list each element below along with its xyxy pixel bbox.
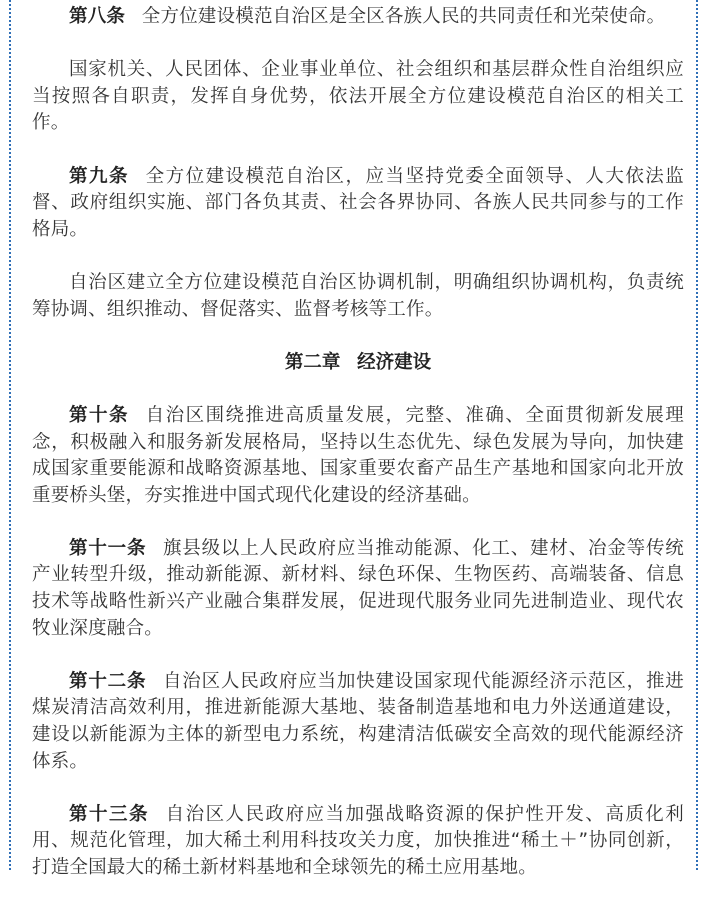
- article-text: 旗县级以上人民政府应当推动能源、化工、建材、冶金等传统产业转型升级，推动新能源、新材料、绿色环保、生物医药、高端装备、信息技术等战略性新兴产业融合集群发展，促进现代服务业同先进制造业、现代农牧业深度融合。: [32, 537, 684, 639]
- right-dotted-border: [696, 0, 698, 870]
- article-number: 第十一条: [69, 537, 147, 559]
- article-number: 第八条: [69, 6, 126, 27]
- article-text: 全方位建设模范自治区是全区各族人民的共同责任和光荣使命。: [141, 6, 666, 27]
- article-text: 自治区人民政府应当加强战略资源的保护性开发、高质化利用、规范化管理，加大稀土利用科技攻关力度，加快推进“稀土＋”协同创新，打造全国最大的稀土新材料基地和全球领先的稀土应用基地。: [32, 803, 684, 878]
- article-number: 第十二条: [69, 670, 147, 692]
- article-paragraph: [32, 4, 684, 31]
- article-text: 自治区围绕推进高质量发展，完整、准确、全面贯彻新发展理念，积极融入和服务新发展格局，坚持以生态优先、绿色发展为导向，加快建成国家重要能源和战略资源基地、国家重要农畜产品生产基地和国家向北开放重要桥头堡，夯实推进中国式现代化建设的经济基础。: [32, 404, 684, 506]
- article-paragraph: [32, 669, 684, 775]
- left-dotted-border: [9, 0, 11, 870]
- article-number: 第十三条: [69, 803, 149, 825]
- document-body: [32, 0, 684, 908]
- article-text: 全方位建设模范自治区，应当坚持党委全面领导、人大依法监督、政府组织实施、部门各负其责、社会各界协同、各族人民共同参与的工作格局。: [32, 165, 684, 240]
- article-text: 国家机关、人民团体、企业事业单位、社会组织和基层群众性自治组织应当按照各自职责，发挥自身优势，依法开展全方位建设模范自治区的相关工作。: [32, 59, 684, 134]
- article-number: 第十条: [69, 404, 129, 426]
- article-paragraph: [32, 270, 684, 323]
- chapter-title: 经济建设: [357, 351, 432, 373]
- article-number: 第九条: [69, 165, 129, 187]
- article-paragraph: [32, 164, 684, 244]
- article-paragraph: [32, 403, 684, 509]
- article-text: 自治区人民政府应当加快建设国家现代能源经济示范区，推进煤炭清洁高效利用，推进新能源大基地、装备制造基地和电力外送通道建设，建设以新能源为主体的新型电力系统，构建清洁低碳安全高效的现代能源经济体系。: [32, 670, 684, 772]
- article-paragraph: [32, 536, 684, 642]
- article-text: 自治区建立全方位建设模范自治区协调机制，明确组织协调机构，负责统筹协调、组织推动、督促落实、监督考核等工作。: [32, 271, 684, 320]
- chapter-number: 第二章: [284, 351, 341, 373]
- chapter-heading: [32, 350, 684, 377]
- article-paragraph: [32, 57, 684, 137]
